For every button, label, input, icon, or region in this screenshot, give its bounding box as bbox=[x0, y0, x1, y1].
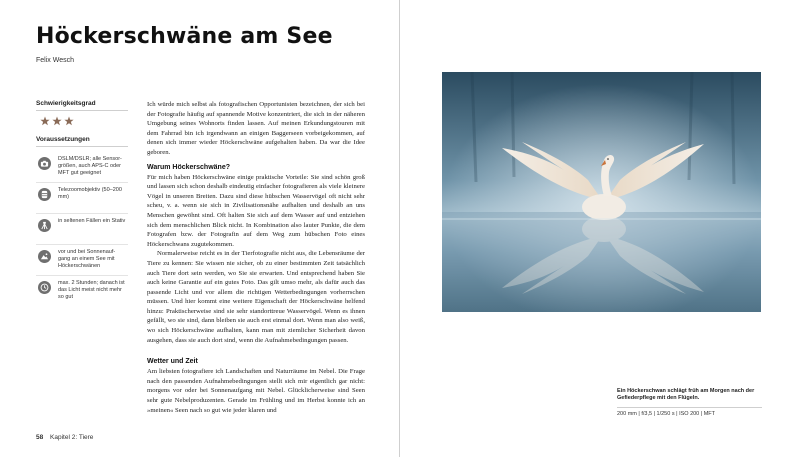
paragraph: Für mich haben Höckerschwäne einige praktische Vorteile: Sie sind schön groß und lassen sich schon deshalb eindeutig einfacher fotografieren als viele kleinere Vögel in unseren Breiten. Dazu sind diese hübschen Wasservögel oft nicht sehr scheu, v. a. wenn sie sich in Zivilisationsnähe aufhalten und deshalb an uns Menschen gewöhnt sind. Oft halten Sie sich auf dem Wasser auf und entziehen sich dem menschlichen Blick nicht. In Kombination also lauter Punkte, die dem Fotografen bzw. der Fotografin auf dem Weg zum hübschen Foto eines Höckerschwans zugutekommen. bbox=[147, 173, 365, 248]
requirement-text: in seltenen Fällen ein Stativ bbox=[58, 218, 126, 224]
requirement-text: Telezoomobjektiv (50–200 mm) bbox=[58, 187, 122, 200]
page-title: Höckerschwäne am See bbox=[36, 24, 333, 49]
paragraph: Am liebsten fotografiere ich Landschaften und Naturräume im Nebel. Die Frage nach den passenden Aufnahmebedingungen stellt sich mir eigentlich gar nicht: morgens vor oder bei Sonnenaufgang mit Nebel. Glücklicherweise sind Seen sehr gute Nebelproduzenten. Gerade im Frühling und im Herbst konnte ich an »meinen« Seen nach so gut wie jeder klaren und bbox=[147, 368, 365, 414]
left-page bbox=[0, 0, 399, 457]
chapter-label: Kapitel 2: Tiere bbox=[50, 434, 94, 441]
requirement-item bbox=[36, 245, 128, 276]
author-name: Felix Wesch bbox=[36, 57, 74, 64]
tripod-icon bbox=[38, 219, 51, 232]
requirement-text: max. 2 Stunden; danach ist das Licht meist nicht mehr so gut bbox=[58, 280, 125, 300]
right-page bbox=[400, 0, 800, 457]
section-heading: Warum Höckerschwäne? bbox=[147, 163, 230, 171]
info-sidebar bbox=[36, 100, 128, 307]
difficulty-heading: Schwierigkeitsgrad bbox=[36, 100, 128, 111]
body-text bbox=[147, 100, 365, 415]
star-icon bbox=[40, 116, 50, 126]
requirement-item bbox=[36, 276, 128, 307]
intro-paragraph: Ich würde mich selbst als fotografischen Opportunisten bezeichnen, der sich bei der Fotografie häufig auf spannende Motive konzentriert, die sich in der näheren Umgebung seines Wohnorts finden lassen. Auf meinen Erkundungstouren mit dem Fahrrad bin ich irgendwann an einigen Baggerseen vorbeigekommen, auf denen sich immer wieder Höckerschwäne aufgehalten haben. Da war die Idee geboren. bbox=[147, 101, 365, 156]
swan-photo bbox=[442, 72, 761, 312]
requirement-text: vor und bei Sonnenauf- gang an einem See mit Höckerschwänen bbox=[58, 249, 116, 269]
landscape-icon bbox=[38, 250, 51, 263]
requirements-list bbox=[36, 152, 128, 307]
section-heading: Wetter und Zeit bbox=[147, 358, 198, 366]
photo-caption: Ein Höckerschwan schlägt früh am Morgen nach der Gefiederpflege mit den Flügeln. bbox=[617, 388, 755, 401]
requirement-item bbox=[36, 214, 128, 245]
lens-icon bbox=[38, 188, 51, 201]
difficulty-stars bbox=[36, 116, 128, 126]
requirement-text: DSLM/DSLR; alle Sensor- größen, auch APS-C oder MFT gut geeignet bbox=[58, 156, 122, 176]
camera-icon bbox=[38, 157, 51, 170]
paragraph: Normalerweise reicht es in der Tierfotografie nicht aus, die Lebensräume der Tiere zu kennen: Sie wissen nie sicher, ob zu einer bestimmten Zeit tatsächlich auch Tiere dort sein werden, wo Sie sie erwarten. Und entsprechend haben Sie auch keine Garantie auf ein gutes Foto. Das gilt umso mehr, als dafür auch das passende Licht und vor allem die richtigen Wetterbedingungen vorherrschen müssen. Und hier kommt eine weitere Eigenschaft der Höckerschwäne helfend hinzu: Praktischerweise sind sie sehr standorttreue Wasservögel. Wenn es ihnen gefällt, wo sie sind, dann bleiben sie auch erst einmal dort. Wenn man also weiß, wo sich Höckerschwäne aufhalten, kann man mit ziemlicher Sicherheit davon ausgehen, dass sie auch dort sind, wenn die Aufnahmebedingungen passen. bbox=[147, 250, 365, 344]
page-number: 58 bbox=[36, 434, 44, 441]
requirement-item bbox=[36, 152, 128, 183]
clock-icon bbox=[38, 281, 51, 294]
star-icon bbox=[52, 116, 62, 126]
page-footer bbox=[36, 434, 93, 441]
star-icon bbox=[64, 116, 74, 126]
photo-exif: 200 mm | f/3,5 | 1/250 s | ISO 200 | MFT bbox=[617, 407, 762, 417]
swan-illustration bbox=[442, 72, 761, 312]
requirement-item bbox=[36, 183, 128, 214]
requirements-heading: Voraussetzungen bbox=[36, 136, 128, 147]
